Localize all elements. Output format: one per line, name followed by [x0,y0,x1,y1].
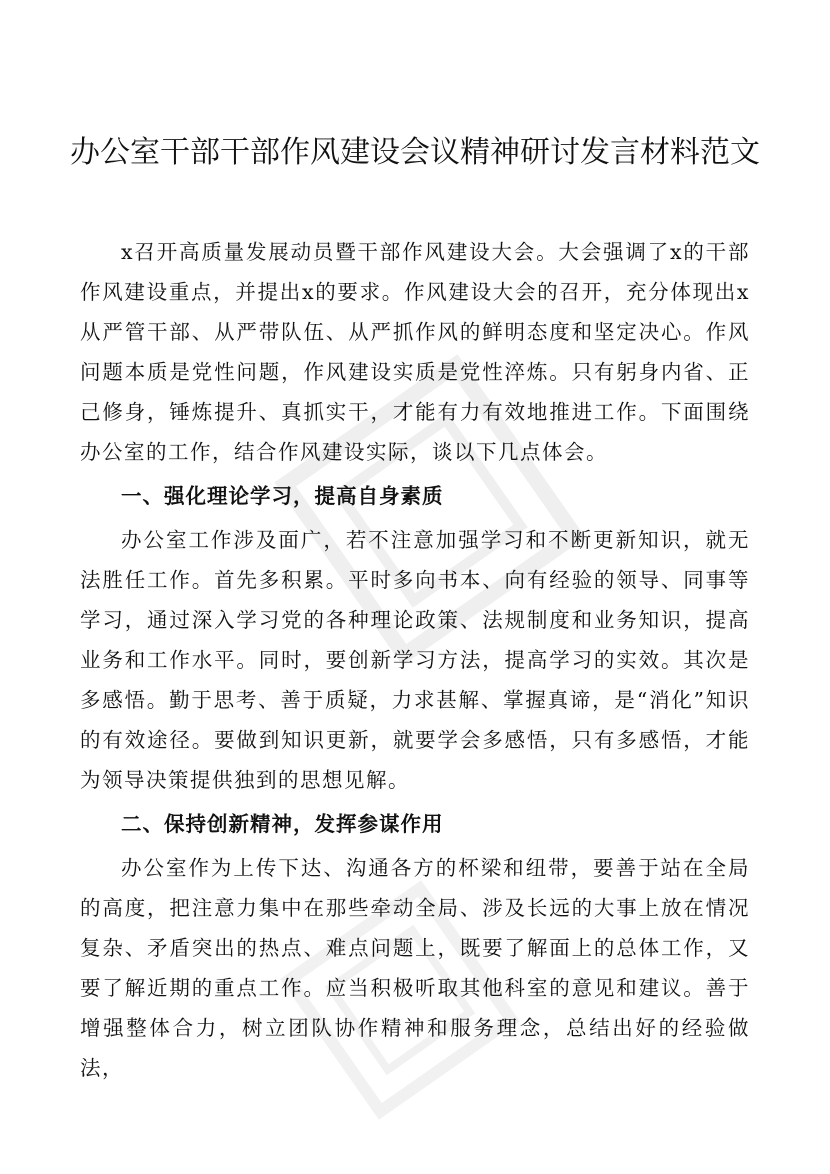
document-body [80,232,750,1088]
section-1-paragraph: 办公室工作涉及面广，若不注意加强学习和不断更新知识，就无法胜任工作。首先多积累。平时多向书本、向有经验的领导、同事等学习，通过深入学习党的各种理论政策、法规制度和业务知识，提高业务和工作水平。同时，要创新学习方法，提高学习的实效。其次是多感悟。勤于思考、善于质疑，力求甚解、掌握真谛，是“消化”知识的有效途径。要做到知识更新，就要学会多感悟，只有多感悟，才能为领导决策提供独到的思想见解。 [80,528,750,792]
section-2-paragraph: 办公室作为上传下达、沟通各方的杯梁和纽带，要善于站在全局的高度，把注意力集中在那些牵动全局、涉及长远的大事上放在情况复杂、矛盾突出的热点、难点问题上，既要了解面上的总体工作，又要了解近期的重点工作。应当积极听取其他科室的意见和建议。善于增强整体合力，树立团队协作精神和服务理念，总结出好的经验做法， [80,856,750,1080]
section-1-heading: 一、强化理论学习，提高自身素质 [121,484,444,508]
section-2-heading: 二、保持创新精神，发挥参谋作用 [121,812,444,836]
document-title: 办公室干部干部作风建设会议精神研讨发言材料范文 [70,135,760,170]
intro-paragraph: x召开高质量发展动员暨干部作风建设大会。大会强调了x的干部作风建设重点，并提出x的要求。作风建设大会的召开，充分体现出x从严管干部、从严带队伍、从严抓作风的鲜明态度和坚定决心。作风问题本质是党性问题，作风建设实质是党性淬炼。只有躬身内省、正己修身，锤炼提升、真抓实干，才能有力有效地推进工作。下面围绕办公室的工作，结合作风建设实际，谈以下几点体会。 [80,240,750,464]
